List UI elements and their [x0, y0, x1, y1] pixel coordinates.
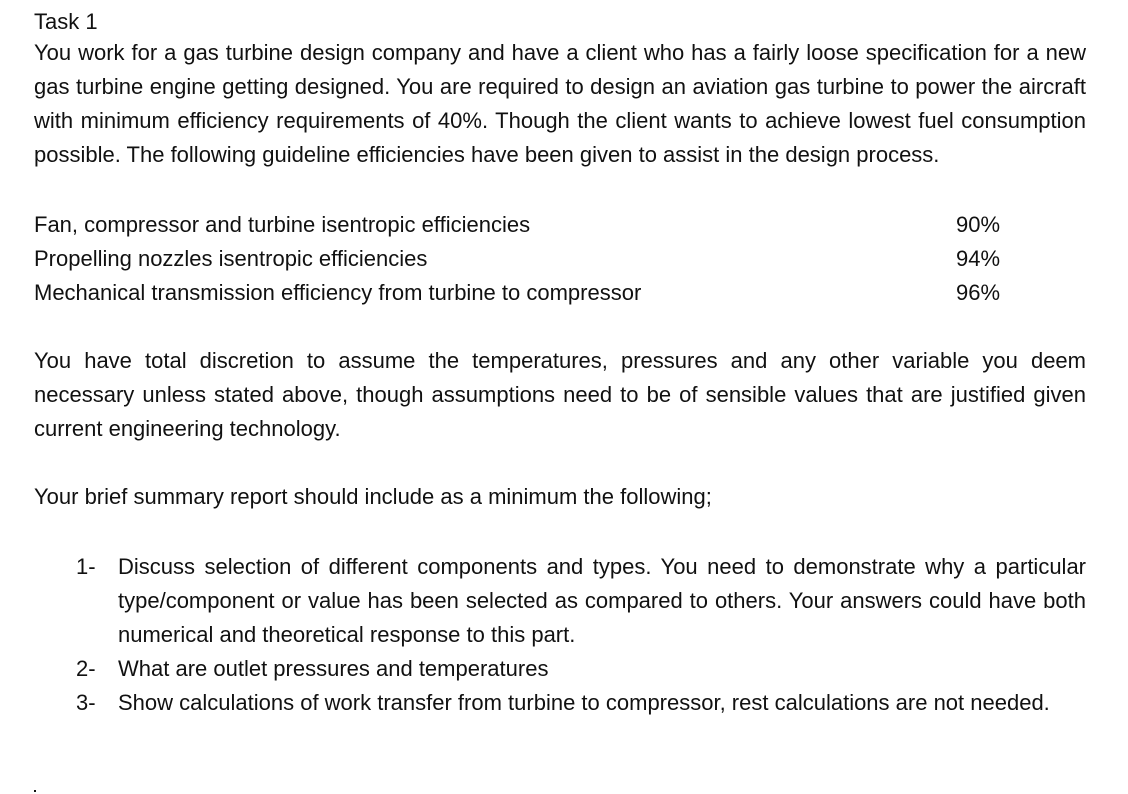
efficiency-label: Propelling nozzles isentropic efficiencies	[34, 246, 428, 271]
efficiency-value: 94%	[956, 246, 1001, 271]
efficiency-value: 90%	[956, 212, 1001, 237]
efficiency-value: 96%	[956, 280, 1001, 305]
efficiency-table	[34, 208, 1006, 310]
requirement-text: Show calculations of work transfer from turbine to compressor, rest calculations are not needed.	[118, 690, 1050, 715]
discretion-paragraph: You have total discretion to assume the temperatures, pressures and any other variable you deem necessary unless stated above, though assumptions need to be of sensible values that are justified given current engineering technology.	[34, 348, 1086, 441]
requirement-item	[76, 652, 1086, 686]
efficiency-row	[34, 242, 1006, 276]
requirement-item	[76, 550, 1086, 652]
requirement-number: 3-	[76, 690, 96, 715]
requirement-number: 1-	[76, 554, 96, 579]
task-title: Task 1	[34, 9, 98, 34]
efficiency-row	[34, 276, 1006, 310]
requirements-list	[34, 550, 1086, 720]
requirement-text: Discuss selection of different components and types. You need to demonstrate why a particular type/component or value has been selected as compared to others. Your answers could have both numerical and theoretical response to this part.	[118, 554, 1086, 647]
stray-dot-mark	[34, 790, 36, 792]
efficiency-label: Mechanical transmission efficiency from turbine to compressor	[34, 280, 642, 305]
document-page	[34, 8, 1086, 720]
efficiency-row	[34, 208, 1006, 242]
requirement-number: 2-	[76, 656, 96, 681]
intro-paragraph: You work for a gas turbine design company and have a client who has a fairly loose specification for a new gas turbine engine getting designed. You are required to design an aviation gas turbine to power the aircraft with minimum efficiency requirements of 40%. Though the client wants to achieve lowest fuel consumption possible. The following guideline efficiencies have been given to assist in the design process.	[34, 40, 1086, 167]
summary-intro: Your brief summary report should include as a minimum the following;	[34, 484, 712, 509]
requirement-text: What are outlet pressures and temperatures	[118, 656, 549, 681]
efficiency-label: Fan, compressor and turbine isentropic efficiencies	[34, 212, 531, 237]
requirement-item	[76, 686, 1086, 720]
